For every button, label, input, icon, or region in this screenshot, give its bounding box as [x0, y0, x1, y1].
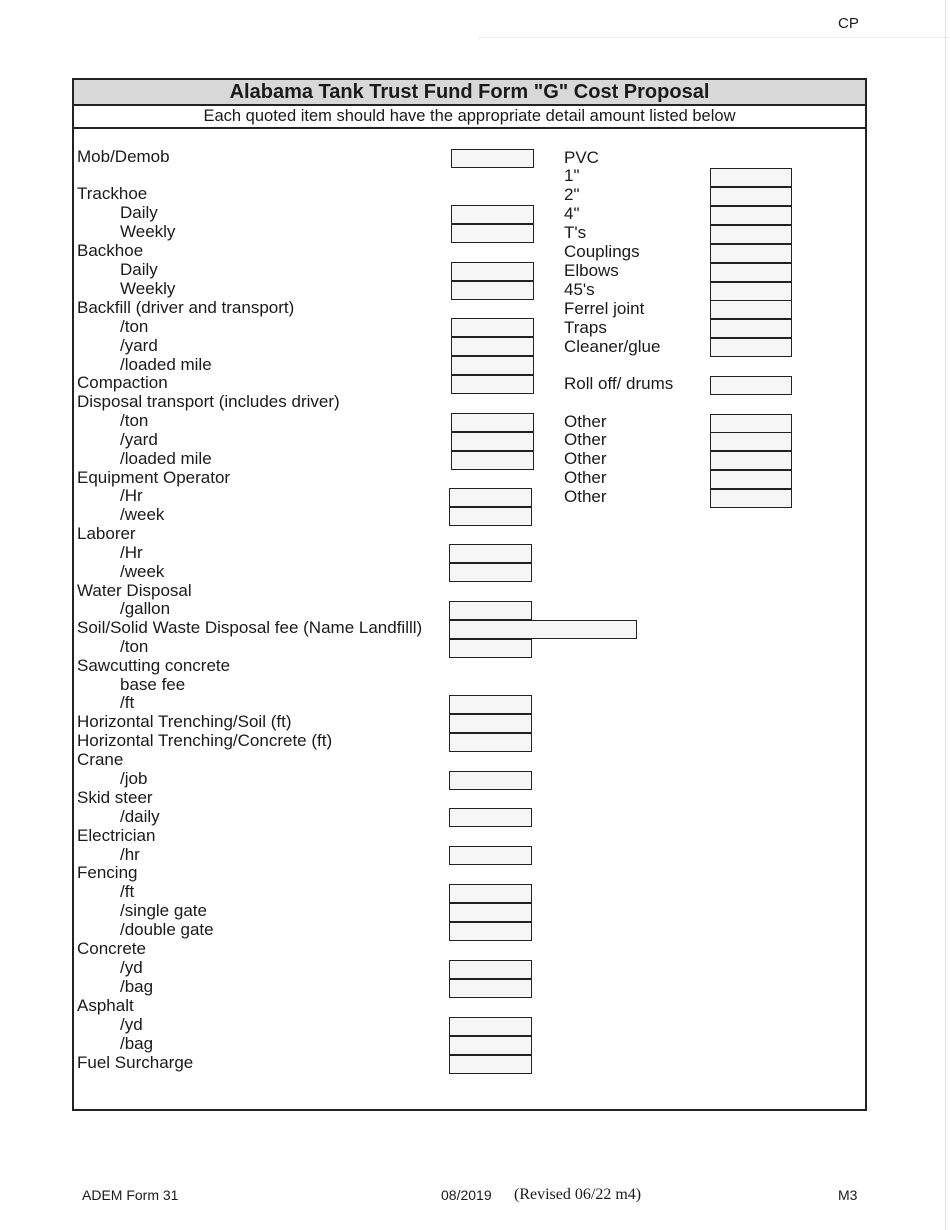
label-backfill-ton: /ton	[120, 317, 149, 336]
label-disposal: Disposal transport (includes driver)	[77, 392, 340, 411]
label-laborer: Laborer	[77, 524, 136, 543]
label-mob-demob: Mob/Demob	[77, 147, 170, 166]
input-pvc-1[interactable]	[710, 168, 792, 187]
label-compaction: Compaction	[77, 373, 168, 392]
input-backhoe-daily[interactable]	[451, 262, 534, 281]
label-htrench-soil: Horizontal Trenching/Soil (ft)	[77, 712, 292, 731]
input-asphalt-bag[interactable]	[449, 1036, 532, 1055]
top-rule	[478, 37, 950, 38]
input-fencing-ft[interactable]	[449, 884, 532, 903]
label-electrician-hr: /hr	[120, 845, 140, 864]
input-pvc-2[interactable]	[710, 187, 792, 206]
input-backhoe-weekly[interactable]	[451, 281, 534, 300]
label-skid-daily: /daily	[120, 807, 160, 826]
label-operator-hr: /Hr	[120, 486, 143, 505]
label-operator-week: /week	[120, 505, 165, 524]
label-disposal-ton: /ton	[120, 411, 149, 430]
label-elbows: Elbows	[564, 261, 619, 280]
cost-proposal-form	[72, 78, 867, 1111]
label-other-4: Other	[564, 468, 607, 487]
label-pvc-2: 2"	[564, 185, 580, 204]
label-trackhoe-daily: Daily	[120, 203, 158, 222]
label-fencing-single: /single gate	[120, 901, 207, 920]
label-disposal-mile: /loaded mile	[120, 449, 212, 468]
label-sawcut-base: base fee	[120, 675, 186, 694]
label-pvc-4: 4"	[564, 204, 580, 223]
label-other-2: Other	[564, 430, 607, 449]
label-backfill-yard: /yard	[120, 336, 158, 355]
input-htrench-soil[interactable]	[449, 714, 532, 733]
label-laborer-week: /week	[120, 562, 165, 581]
input-trackhoe-weekly[interactable]	[451, 224, 534, 243]
input-couplings[interactable]	[710, 244, 792, 263]
input-concrete-bag[interactable]	[449, 979, 532, 998]
input-disposal-mile[interactable]	[451, 451, 534, 470]
label-water-gallon: /gallon	[120, 599, 171, 618]
label-asphalt-bag: /bag	[120, 1034, 154, 1053]
label-pvc: PVC	[564, 148, 599, 167]
label-crane: Crane	[77, 750, 124, 769]
input-pvc-4[interactable]	[710, 206, 792, 225]
input-fencing-single[interactable]	[449, 903, 532, 922]
footer-page-code: M3	[838, 1187, 858, 1203]
footer-revision: (Revised 06/22 m4)	[514, 1186, 642, 1203]
label-disposal-yard: /yard	[120, 430, 158, 449]
input-skid-daily[interactable]	[449, 808, 532, 827]
input-tees[interactable]	[710, 225, 792, 244]
label-backfill: Backfill (driver and transport)	[77, 298, 295, 317]
label-skid-steer: Skid steer	[77, 788, 153, 807]
label-other-5: Other	[564, 487, 607, 506]
form-subtitle: Each quoted item should have the appropriate detail amount listed below	[74, 106, 865, 129]
label-electrician: Electrician	[77, 826, 156, 845]
label-concrete: Concrete	[77, 939, 146, 958]
label-fencing: Fencing	[77, 863, 138, 882]
label-backhoe: Backhoe	[77, 241, 144, 260]
input-other-1[interactable]	[710, 414, 792, 433]
label-couplings: Couplings	[564, 242, 640, 261]
label-roll-off: Roll off/ drums	[564, 374, 674, 393]
label-45s: 45's	[564, 280, 595, 299]
label-sawcutting: Sawcutting concrete	[77, 656, 231, 675]
input-operator-hr[interactable]	[449, 488, 532, 507]
input-concrete-yd[interactable]	[449, 960, 532, 979]
input-ferrel-joint[interactable]	[710, 300, 792, 319]
label-other-1: Other	[564, 412, 607, 431]
label-asphalt-yd: /yd	[120, 1015, 143, 1034]
input-asphalt-yd[interactable]	[449, 1017, 532, 1036]
label-tees: T's	[564, 223, 587, 242]
input-fuel-surcharge[interactable]	[449, 1055, 532, 1074]
input-other-5[interactable]	[710, 489, 792, 508]
input-backfill-yard[interactable]	[451, 337, 534, 356]
label-ferrel-joint: Ferrel joint	[564, 299, 645, 318]
input-other-3[interactable]	[710, 451, 792, 470]
input-mob-demob[interactable]	[451, 149, 534, 168]
input-sawcut-ft[interactable]	[449, 695, 532, 714]
label-fencing-double: /double gate	[120, 920, 214, 939]
label-pvc-1: 1"	[564, 166, 580, 185]
input-electrician-hr[interactable]	[449, 846, 532, 865]
input-soil-ton[interactable]	[449, 639, 532, 658]
input-compaction[interactable]	[451, 375, 534, 394]
label-backfill-mile: /loaded mile	[120, 355, 212, 374]
input-laborer-week[interactable]	[449, 563, 532, 582]
input-backfill-ton[interactable]	[451, 318, 534, 337]
input-crane-job[interactable]	[449, 771, 532, 790]
label-backhoe-daily: Daily	[120, 260, 158, 279]
label-water-disposal: Water Disposal	[77, 581, 192, 600]
input-cleaner-glue[interactable]	[710, 338, 792, 357]
label-operator: Equipment Operator	[77, 468, 231, 487]
input-fencing-double[interactable]	[449, 922, 532, 941]
footer-date: 08/2019	[441, 1187, 492, 1203]
label-trackhoe: Trackhoe	[77, 184, 148, 203]
label-concrete-yd: /yd	[120, 958, 143, 977]
input-traps[interactable]	[710, 319, 792, 338]
label-crane-job: /job	[120, 769, 148, 788]
input-trackhoe-daily[interactable]	[451, 205, 534, 224]
label-laborer-hr: /Hr	[120, 543, 143, 562]
input-elbows[interactable]	[710, 263, 792, 282]
page-edge-rule	[945, 0, 946, 1230]
label-cleaner-glue: Cleaner/glue	[564, 337, 661, 356]
input-other-2[interactable]	[710, 432, 792, 451]
label-trackhoe-weekly: Weekly	[120, 222, 176, 241]
label-soil-disposal: Soil/Solid Waste Disposal fee (Name Landfilll)	[77, 618, 423, 637]
input-backfill-mile[interactable]	[451, 356, 534, 375]
label-soil-ton: /ton	[120, 637, 149, 656]
input-roll-off[interactable]	[710, 376, 792, 395]
form-title: Alabama Tank Trust Fund Form "G" Cost Proposal	[74, 80, 865, 106]
label-sawcut-ft: /ft	[120, 693, 135, 712]
label-concrete-bag: /bag	[120, 977, 154, 996]
label-backhoe-weekly: Weekly	[120, 279, 176, 298]
label-fuel-surcharge: Fuel Surcharge	[77, 1053, 194, 1072]
input-operator-week[interactable]	[449, 507, 532, 526]
input-landfill-name[interactable]	[449, 620, 637, 639]
input-disposal-ton[interactable]	[451, 413, 534, 432]
label-htrench-concrete: Horizontal Trenching/Concrete (ft)	[77, 731, 333, 750]
label-fencing-ft: /ft	[120, 882, 135, 901]
input-disposal-yard[interactable]	[451, 432, 534, 451]
label-other-3: Other	[564, 449, 607, 468]
input-other-4[interactable]	[710, 470, 792, 489]
footer-form-id: ADEM Form 31	[82, 1187, 179, 1203]
label-asphalt: Asphalt	[77, 996, 134, 1015]
input-45s[interactable]	[710, 282, 792, 301]
header-mark: CP	[838, 15, 859, 32]
label-traps: Traps	[564, 318, 607, 337]
input-water-gallon[interactable]	[449, 601, 532, 620]
input-htrench-concrete[interactable]	[449, 733, 532, 752]
input-laborer-hr[interactable]	[449, 544, 532, 563]
